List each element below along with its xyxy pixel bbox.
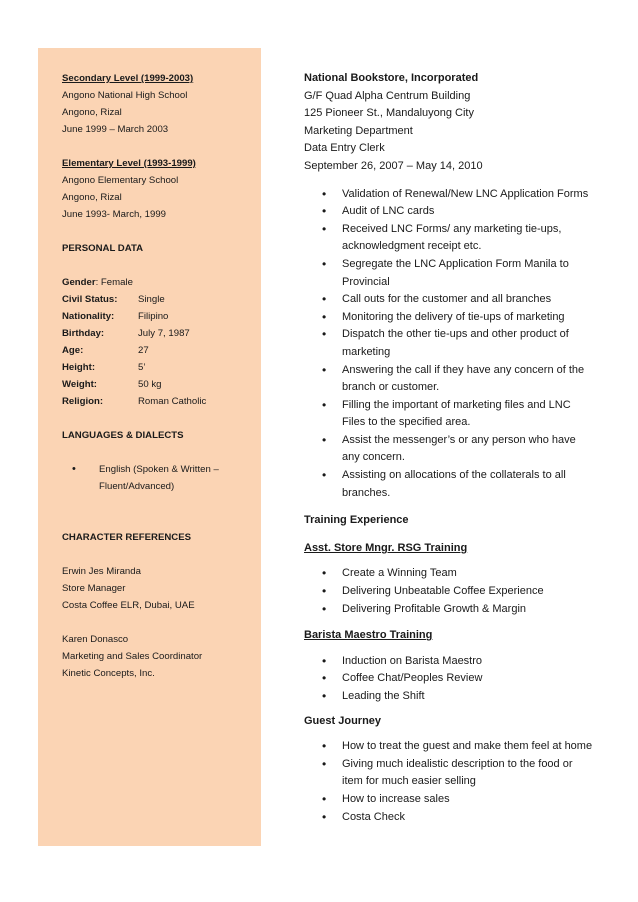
duty-item: • Monitoring the delivery of tie-ups of marketing	[304, 309, 594, 327]
duty-item: • Answering the call if they have any concern of the branch or customer.	[304, 362, 594, 397]
guest-journey-list	[304, 738, 594, 826]
elementary-dates: June 1993- March, 1999	[62, 209, 166, 220]
personal-row	[62, 325, 257, 342]
training-item: • Delivering Unbeatable Coffee Experience	[304, 583, 594, 601]
secondary-location: Angono, Rizal	[62, 107, 122, 118]
barista-training-list	[304, 653, 594, 706]
training-heading: Training Experience	[304, 514, 409, 527]
asst-training-heading: Asst. Store Mngr. RSG Training	[304, 541, 468, 554]
right-column	[304, 70, 594, 826]
reference-title: Marketing and Sales Coordinator	[62, 651, 203, 662]
personal-value: Filipino	[138, 311, 169, 322]
secondary-school: Angono National High School	[62, 90, 188, 101]
duty-item: • Dispatch the other tie-ups and other product of marketing	[304, 326, 594, 361]
personal-row	[62, 291, 257, 308]
gender-label: Gender	[62, 277, 96, 288]
training-item: • Delivering Profitable Growth & Margin	[304, 601, 594, 619]
training-item: • Create a Winning Team	[304, 565, 594, 583]
personal-value: Single	[138, 294, 165, 305]
personal-heading: PERSONAL DATA	[62, 243, 144, 254]
asst-training-list	[304, 565, 594, 618]
training-item: • How to treat the guest and make them feel at home	[304, 738, 594, 756]
elementary-school: Angono Elementary School	[62, 175, 179, 186]
secondary-heading: Secondary Level (1999-2003)	[62, 73, 194, 84]
personal-label: Nationality:	[62, 311, 115, 322]
job-position: Data Entry Clerk	[304, 142, 385, 155]
training-item: • Leading the Shift	[304, 688, 594, 706]
job-duties-list	[304, 186, 594, 503]
training-item: • Costa Check	[304, 809, 594, 827]
personal-label: Weight:	[62, 379, 97, 390]
personal-label: Religion:	[62, 396, 104, 407]
job-address1: G/F Quad Alpha Centrum Building	[304, 89, 471, 102]
personal-label: Civil Status:	[62, 294, 118, 305]
training-item: • How to increase sales	[304, 791, 594, 809]
left-column	[62, 70, 257, 682]
duty-item: • Segregate the LNC Application Form Manila to Provincial	[304, 256, 594, 291]
duty-item: • Received LNC Forms/ any marketing tie-ups, acknowledgment receipt etc.	[304, 221, 594, 256]
barista-training-heading: Barista Maestro Training	[304, 629, 433, 642]
personal-value: 50 kg	[138, 379, 162, 390]
personal-value: 5’	[138, 362, 146, 373]
job-company: National Bookstore, Incorporated	[304, 72, 479, 84]
duty-item: • Audit of LNC cards	[304, 203, 594, 221]
personal-row	[62, 308, 257, 325]
training-item: • Giving much idealistic description to the food or item for much easier selling	[304, 756, 594, 791]
personal-value: July 7, 1987	[138, 328, 190, 339]
gender-row	[62, 274, 257, 291]
job-dates: September 26, 2007 – May 14, 2010	[304, 159, 483, 172]
duty-item: • Validation of Renewal/New LNC Application Forms	[304, 186, 594, 204]
language-item: • English (Spoken & Written – Fluent/Advanced)	[62, 461, 257, 495]
duty-item: • Assist the messenger’s or any person who have any concern.	[304, 432, 594, 467]
personal-value: Roman Catholic	[138, 396, 207, 407]
personal-row	[62, 376, 257, 393]
personal-label: Age:	[62, 345, 84, 356]
guest-journey-heading: Guest Journey	[304, 714, 382, 727]
reference-name: Erwin Jes Miranda	[62, 566, 141, 577]
job-address2: 125 Pioneer St., Mandaluyong City	[304, 107, 474, 120]
personal-row	[62, 342, 257, 359]
languages-heading: LANGUAGES & DIALECTS	[62, 430, 184, 441]
personal-row	[62, 393, 257, 410]
elementary-heading: Elementary Level (1993-1999)	[62, 158, 196, 169]
duty-item: • Call outs for the customer and all branches	[304, 291, 594, 309]
training-item: • Induction on Barista Maestro	[304, 653, 594, 671]
duty-item: • Assisting on allocations of the collaterals to all branches.	[304, 467, 594, 502]
secondary-dates: June 1999 – March 2003	[62, 124, 169, 135]
reference-company: Kinetic Concepts, Inc.	[62, 668, 155, 679]
training-item: • Coffee Chat/Peoples Review	[304, 670, 594, 688]
personal-row	[62, 359, 257, 376]
languages-list	[62, 461, 257, 495]
reference-name: Karen Donasco	[62, 634, 129, 645]
reference-company: Costa Coffee ELR, Dubai, UAE	[62, 600, 195, 611]
job-department: Marketing Department	[304, 124, 413, 137]
duty-item: • Filling the important of marketing files and LNC Files to the specified area.	[304, 397, 594, 432]
references-heading: CHARACTER REFERENCES	[62, 532, 191, 543]
personal-value: 27	[138, 345, 149, 356]
reference-title: Store Manager	[62, 583, 126, 594]
personal-label: Birthday:	[62, 328, 105, 339]
elementary-location: Angono, Rizal	[62, 192, 122, 203]
gender-value: : Female	[95, 277, 133, 288]
personal-label: Height:	[62, 362, 96, 373]
